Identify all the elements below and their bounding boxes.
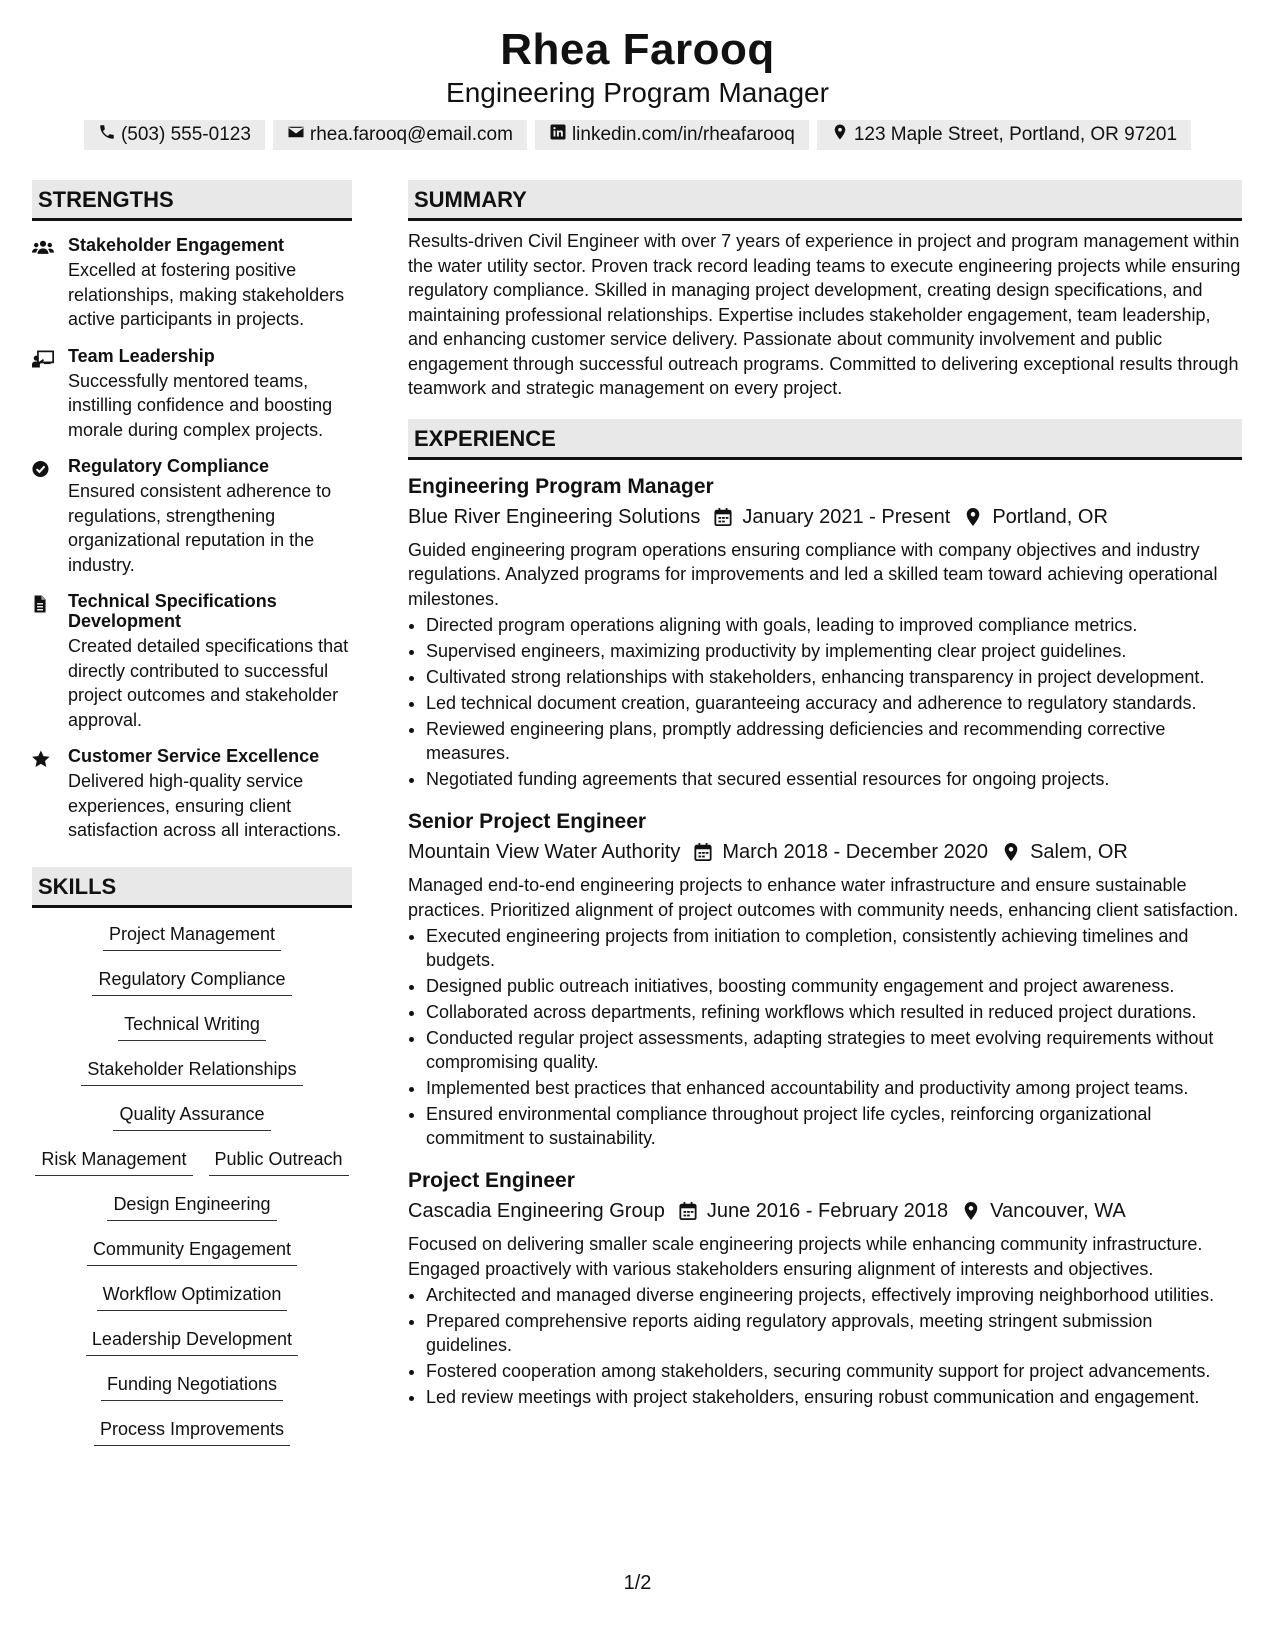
bullet-item: • Reviewed engineering plans, promptly addressing deficiencies and recommending corrective measures. [426, 717, 1242, 765]
skill-tag: Stakeholder Relationships [81, 1057, 302, 1086]
contact-address [817, 120, 1191, 150]
bullet-item: • Conducted regular project assessments, adapting strategies to meet evolving requirements without compromising quality. [426, 1026, 1242, 1074]
map-pin-icon [962, 1201, 980, 1221]
strength-item [32, 746, 352, 843]
bullet-item: • Implemented best practices that enhanced accountability and productivity among project teams. [426, 1076, 1242, 1100]
phone-text: (503) 555-0123 [120, 124, 251, 145]
linkedin-text: linkedin.com/in/rheafarooq [571, 124, 795, 145]
job-location: Portland, OR [992, 505, 1108, 528]
strength-title: Technical Specifications Development [68, 591, 277, 631]
strength-title: Regulatory Compliance [68, 456, 270, 476]
strength-item [32, 591, 352, 732]
skill-tag: Risk Management [35, 1147, 192, 1176]
job-description: Guided engineering program operations ensuring compliance with company objectives and industry regulations. Analyzed programs for improvements and led a skilled team toward achieving operational milestones. [408, 539, 1218, 609]
contact-linkedin[interactable] [535, 120, 809, 150]
skills-heading: SKILLS [32, 867, 352, 908]
skill-tag: Public Outreach [209, 1147, 349, 1176]
bullet-item: • Prepared comprehensive reports aiding regulatory approvals, meeting stringent submission guidelines. [426, 1309, 1242, 1357]
bullet-item: • Directed program operations aligning with goals, leading to improved compliance metrics. [426, 613, 1242, 637]
job-company: Blue River Engineering Solutions [408, 505, 701, 528]
envelope-icon [287, 123, 305, 147]
job-entry [408, 474, 1242, 792]
skill-tag: Project Management [103, 922, 281, 951]
bullet-item: • Cultivated strong relationships with stakeholders, enhancing transparency in project development. [426, 665, 1242, 689]
map-pin-icon [964, 507, 982, 527]
job-company: Mountain View Water Authority [408, 841, 681, 863]
map-pin-icon [1002, 842, 1020, 862]
skill-tag: Quality Assurance [113, 1102, 270, 1131]
skills-list [32, 922, 352, 1462]
strengths-heading: STRENGTHS [32, 180, 352, 221]
bullet-item: • Designed public outreach initiatives, boosting community engagement and project awareness. [426, 974, 1242, 998]
map-pin-icon [831, 123, 849, 147]
contact-phone [84, 120, 265, 150]
job-description: Managed end-to-end engineering projects to enhance water infrastructure and ensure sustainable practices. Prioritized alignment of project outcomes with community needs, enhancing client satisfaction. [408, 875, 1239, 920]
bullet-item: • Supervised engineers, maximizing productivity by implementing clear project guidelines. [426, 639, 1242, 663]
job-bullets [408, 613, 1242, 791]
skill-tag: Technical Writing [118, 1012, 266, 1041]
job-company: Cascadia Engineering Group [408, 1200, 665, 1222]
job-entry [408, 1168, 1242, 1409]
job-location: Salem, OR [1030, 841, 1128, 863]
calendar-icon [694, 842, 712, 862]
strength-item [32, 346, 352, 443]
bullet-item: • Led review meetings with project stakeholders, ensuring robust communication and engagement. [426, 1385, 1242, 1409]
bullet-item: • Fostered cooperation among stakeholders, securing community support for project advancements. [426, 1359, 1242, 1383]
skill-tag: Process Improvements [94, 1417, 290, 1446]
contact-bar [0, 120, 1275, 150]
document-icon [32, 591, 68, 732]
summary-text: Results-driven Civil Engineer with over 7 years of experience in project and program management within the water utility sector. Proven track record leading teams to execute engineering projects while ensuring regulatory compliance. Skilled in managing project development, creating design specifications, and maintaining professional relationships. Expertise includes stakeholder engagement, team leadership, and enhancing customer service delivery. Passionate about community involvement and public engagement through successful outreach programs. Committed to delivering exceptional results through teamwork and strategic management on every project. [408, 231, 1241, 398]
strength-title: Stakeholder Engagement [68, 235, 285, 255]
left-column [32, 180, 352, 1462]
experience-heading: EXPERIENCE [408, 419, 1242, 460]
skill-tag: Community Engagement [87, 1237, 297, 1266]
right-column [408, 180, 1242, 1409]
skill-tag: Workflow Optimization [97, 1282, 288, 1311]
bullet-item: • Negotiated funding agreements that secured essential resources for ongoing projects. [426, 767, 1242, 791]
job-title: Engineering Program Manager [408, 474, 714, 498]
summary-heading: SUMMARY [408, 180, 1242, 221]
job-bullets [408, 924, 1242, 1150]
strength-title: Customer Service Excellence [68, 746, 320, 766]
strength-title: Team Leadership [68, 345, 215, 366]
candidate-title: Engineering Program Manager [446, 77, 829, 108]
strength-desc: Ensured consistent adherence to regulations, strengthening organizational reputation in the industry. [68, 481, 332, 575]
job-dates: June 2016 - February 2018 [706, 1200, 949, 1222]
skill-tag: Design Engineering [107, 1192, 276, 1221]
job-entry [408, 809, 1242, 1150]
contact-email[interactable] [273, 120, 527, 150]
candidate-name: Rhea Farooq [500, 25, 775, 74]
star-icon [32, 746, 68, 843]
phone-icon [98, 123, 116, 147]
job-dates: January 2021 - Present [742, 505, 951, 528]
bullet-item: • Led technical document creation, guaranteeing accuracy and adherence to regulatory standards. [426, 691, 1242, 715]
job-description: Focused on delivering smaller scale engineering projects while enhancing community infrastructure. Engaged proactively with various stakeholders ensuring alignment of interests and objectives. [408, 1234, 1203, 1279]
calendar-icon [714, 507, 732, 527]
bullet-item: • Collaborated across departments, refining workflows which resulted in reduced project durations. [426, 1000, 1242, 1024]
strength-desc: Successfully mentored teams, instilling confidence and boosting morale during complex projects. [68, 370, 333, 440]
bullet-item: • Executed engineering projects from initiation to completion, consistently achieving timelines and budgets. [426, 924, 1242, 972]
resume-header [0, 0, 1275, 150]
strength-desc: Excelled at fostering positive relationships, making stakeholders active participants in projects. [68, 260, 345, 329]
check-circle-icon [32, 456, 68, 577]
job-location: Vancouver, WA [990, 1200, 1126, 1222]
calendar-icon [679, 1201, 697, 1221]
skill-tag: Regulatory Compliance [92, 967, 291, 996]
strength-item [32, 456, 352, 577]
skill-tag: Leadership Development [86, 1327, 298, 1356]
bullet-item: • Ensured environmental compliance throughout project life cycles, reinforcing organizational commitment to sustainability. [426, 1102, 1242, 1150]
linkedin-icon [549, 123, 567, 147]
job-title: Project Engineer [408, 1169, 575, 1192]
job-bullets [408, 1283, 1242, 1409]
bullet-item: • Architected and managed diverse engineering projects, effectively improving neighborhood utilities. [426, 1283, 1242, 1307]
job-dates: March 2018 - December 2020 [722, 841, 989, 863]
email-text: rhea.farooq@email.com [309, 124, 513, 145]
job-title: Senior Project Engineer [408, 810, 647, 833]
strength-item [32, 235, 352, 332]
page-number: 1/2 [623, 1572, 652, 1594]
skill-tag: Funding Negotiations [101, 1372, 283, 1401]
strength-desc: Created detailed specifications that directly contributed to successful project outcomes and stakeholder approval. [68, 636, 349, 730]
strength-desc: Delivered high-quality service experiences, ensuring client satisfaction across all interactions. [68, 771, 342, 840]
presenter-icon [32, 346, 68, 443]
users-icon [32, 235, 68, 332]
address-text: 123 Maple Street, Portland, OR 97201 [853, 124, 1178, 145]
